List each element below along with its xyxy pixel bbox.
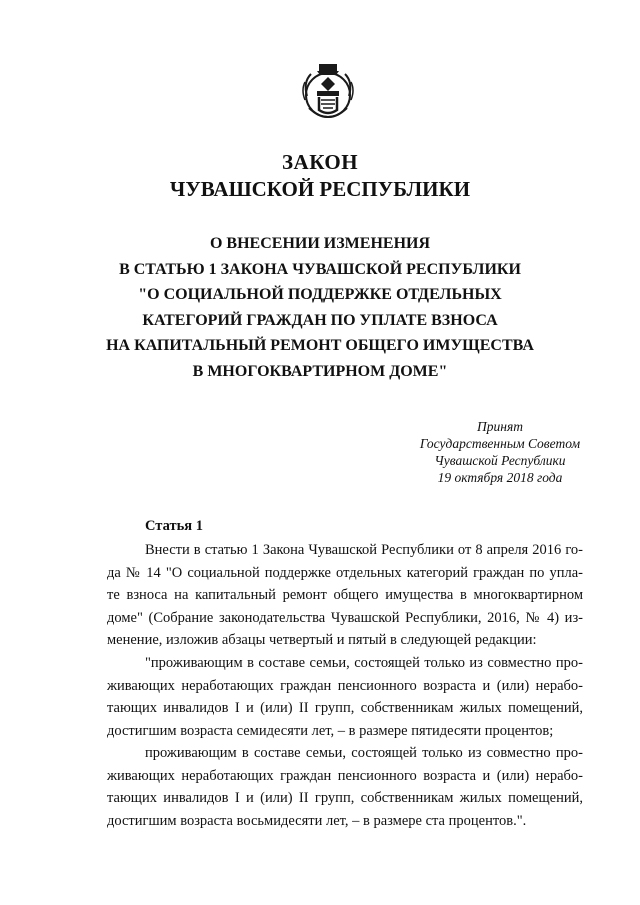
paragraph-line: доме" (Собрание законодательства Чувашской Республики, 2016, № 4) из- xyxy=(107,609,583,626)
paragraph xyxy=(107,742,583,832)
paragraph-line: достигшим возраста семидесяти лет, – в размере пятидесяти процентов; xyxy=(107,722,554,739)
heading-line: О ВНЕСЕНИИ ИЗМЕНЕНИЯ xyxy=(209,235,431,252)
paragraph xyxy=(107,652,583,742)
heading-line: В СТАТЬЮ 1 ЗАКОНА ЧУВАШСКОЙ РЕСПУБЛИКИ xyxy=(119,260,521,278)
heading-line: В МНОГОКВАРТИРНОМ ДОМЕ" xyxy=(192,362,448,380)
paragraph-line: живающих неработающих граждан пенсионного возраста и (или) нерабо- xyxy=(107,767,583,784)
law-title: ЗАКОН xyxy=(281,150,359,174)
paragraph xyxy=(107,539,583,652)
heading-line: КАТЕГОРИЙ ГРАЖДАН ПО УПЛАТЕ ВЗНОСА xyxy=(142,311,498,329)
paragraph-line: тающих инвалидов I и (или) II групп, собственникам жилых помещений, xyxy=(107,790,583,806)
paragraph-line: тающих инвалидов I и (или) II групп, собственникам жилых помещений, xyxy=(107,700,583,716)
paragraph-line: проживающим в составе семьи, состоящей только из совместно про- xyxy=(145,745,583,761)
law-subtitle: ЧУВАШСКОЙ РЕСПУБЛИКИ xyxy=(169,177,471,201)
adoption-line: Принят xyxy=(477,419,523,434)
paragraph-line: Внести в статью 1 Закона Чувашской Республики от 8 апреля 2016 го- xyxy=(145,542,583,558)
paragraph-line: "проживающим в составе семьи, состоящей только из совместно про- xyxy=(145,655,583,671)
coat-of-arms-icon xyxy=(295,60,361,124)
paragraph-line: менение, изложив абзацы четвертый и пятый в следующей редакции: xyxy=(107,632,537,648)
paragraph-line: живающих неработающих граждан пенсионного возраста и (или) нерабо- xyxy=(107,677,583,694)
adoption-line: Государственным Советом xyxy=(419,436,581,451)
paragraph-line: те взноса на капитальный ремонт общего имущества в многоквартирном xyxy=(107,587,583,603)
article-title: Статья 1 xyxy=(145,518,203,534)
paragraph-line: достигшим возраста восьмидесяти лет, – в размере ста процентов.". xyxy=(107,812,527,829)
adoption-date: 19 октября 2018 года xyxy=(437,470,563,485)
heading-line: "О СОЦИАЛЬНОЙ ПОДДЕРЖКЕ ОТДЕЛЬНЫХ xyxy=(138,286,502,304)
adoption-line: Чувашской Республики xyxy=(434,453,566,468)
law-heading xyxy=(0,231,640,385)
adoption-note xyxy=(380,418,620,486)
heading-line: НА КАПИТАЛЬНЫЙ РЕМОНТ ОБЩЕГО ИМУЩЕСТВА xyxy=(106,337,534,355)
paragraph-line: да № 14 "О социальной поддержке отдельных категорий граждан по упла- xyxy=(107,564,583,581)
